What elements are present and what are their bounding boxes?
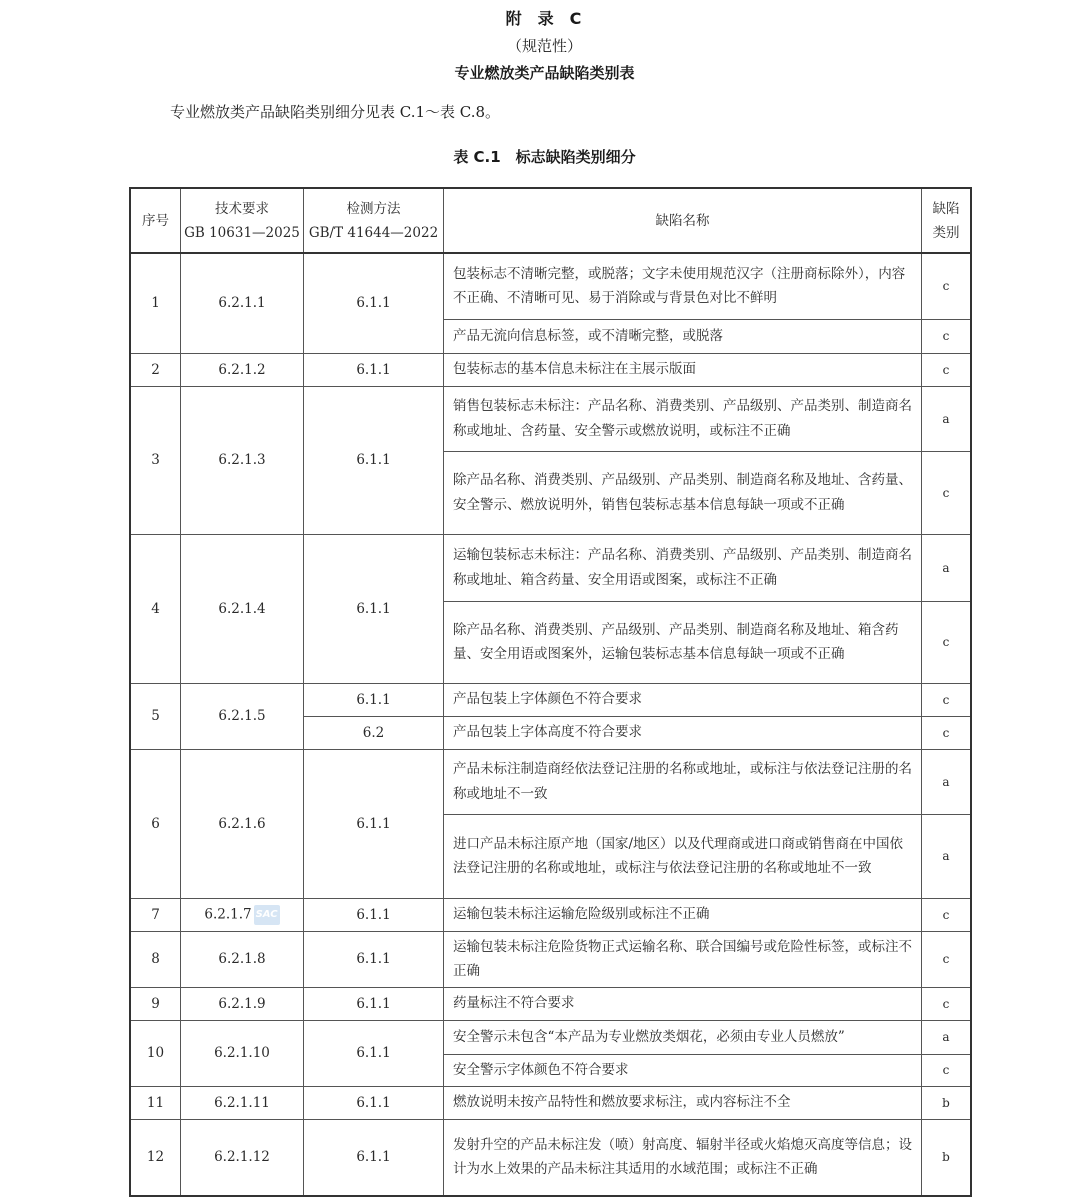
cell-defect-name: 除产品名称、消费类别、产品级别、产品类别、制造商名称及地址、箱含药量、安全用语或图案外，运输包装标志基本信息每缺一项或不正确	[444, 601, 922, 683]
cell-tech-req	[181, 749, 304, 898]
cell-defect-name: 进口产品未标注原产地（国家/地区）以及代理商或进口商或销售商在中国依法登记注册的名称或地址，或标注与依法登记注册的名称或地址不一致	[444, 814, 922, 898]
table-row	[130, 987, 971, 1020]
cell-defect-category: c	[922, 601, 972, 683]
table-caption: 表 C.1 标志缺陷类别细分	[453, 148, 636, 166]
cell-defect-category: c	[922, 898, 972, 931]
cell-test-method: 6.2	[304, 716, 444, 749]
cell-defect-name: 发射升空的产品未标注发（喷）射高度、辐射半径或火焰熄灭高度等信息；设计为水上效果的产品未标注其适用的水域范围；或标注不正确	[444, 1119, 922, 1196]
header-defect-name: 缺陷名称	[444, 188, 922, 253]
cell-defect-name: 除产品名称、消费类别、产品级别、产品类别、制造商名称及地址、含药量、安全警示、燃放说明外，销售包装标志基本信息每缺一项或不正确	[444, 451, 922, 534]
cell-seq: 8	[130, 931, 181, 987]
cell-defect-category: c	[922, 451, 972, 534]
tech-req-value: 6.2.1.8	[218, 951, 266, 967]
cell-tech-req	[181, 1020, 304, 1086]
cell-tech-req	[181, 386, 304, 534]
cell-test-method: 6.1.1	[304, 683, 444, 716]
table-body	[130, 253, 971, 1196]
appendix-heading	[0, 6, 1089, 29]
header-tech-req-std: GB 10631—2025	[184, 224, 300, 241]
table-row	[130, 898, 971, 931]
tech-req-value: 6.2.1.12	[214, 1149, 270, 1166]
intro-paragraph: 专业燃放类产品缺陷类别细分见表 C.1～表 C.8。	[170, 103, 501, 121]
tech-req-value: 6.2.1.5	[218, 708, 266, 724]
table-header-row	[130, 188, 971, 253]
cell-defect-category: c	[922, 683, 972, 716]
table-row	[130, 353, 971, 386]
cell-test-method: 6.1.1	[304, 1020, 444, 1086]
table-row	[130, 1086, 971, 1119]
tech-req-value: 6.2.1.10	[214, 1045, 270, 1061]
cell-test-method: 6.1.1	[304, 1086, 444, 1119]
cell-defect-category: c	[922, 253, 972, 319]
cell-tech-req	[181, 987, 304, 1020]
cell-tech-req	[181, 683, 304, 749]
cell-defect-name: 运输包装未标注危险货物正式运输名称、联合国编号或危险性标签，或标注不正确	[444, 931, 922, 987]
tech-req-value: 6.2.1.11	[214, 1094, 270, 1111]
cell-seq: 4	[130, 534, 181, 683]
cell-defect-name: 燃放说明未按产品特性和燃放要求标注，或内容标注不全	[444, 1086, 922, 1119]
table-row	[130, 749, 971, 814]
cell-seq: 3	[130, 386, 181, 534]
cell-seq: 11	[130, 1086, 181, 1119]
cell-defect-name: 安全警示字体颜色不符合要求	[444, 1054, 922, 1086]
header-test-method-std: GB/T 41644—2022	[308, 224, 439, 241]
cell-test-method: 6.1.1	[304, 749, 444, 898]
cell-defect-name: 产品包装上字体颜色不符合要求	[444, 683, 922, 716]
normative-label: （规范性）	[506, 37, 582, 55]
table-row	[130, 1020, 971, 1054]
table-row	[130, 931, 971, 987]
header-defect-category-2: 类别	[932, 224, 960, 241]
cell-defect-name: 安全警示未包含“本产品为专业燃放类烟花，必须由专业人员燃放”	[444, 1020, 922, 1054]
cell-test-method: 6.1.1	[304, 253, 444, 353]
table-row	[130, 386, 971, 451]
cell-test-method: 6.1.1	[304, 1119, 444, 1196]
cell-defect-name: 包装标志不清晰完整，或脱落；文字未使用规范汉字（注册商标除外），内容不正确、不清晰可见、易于消除或与背景色对比不鲜明	[444, 253, 922, 319]
cell-test-method: 6.1.1	[304, 931, 444, 987]
cell-test-method: 6.1.1	[304, 987, 444, 1020]
table-row	[130, 534, 971, 601]
cell-seq: 7	[130, 898, 181, 931]
tech-req-value: 6.2.1.6	[218, 815, 266, 832]
header-defect-category-1: 缺陷	[932, 200, 960, 217]
cell-test-method: 6.1.1	[304, 386, 444, 534]
cell-seq: 10	[130, 1020, 181, 1086]
cell-seq: 12	[130, 1119, 181, 1196]
cell-tech-req	[181, 898, 304, 931]
tech-req-value: 6.2.1.1	[218, 295, 266, 312]
cell-seq: 1	[130, 253, 181, 353]
header-test-method-label: 检测方法	[346, 200, 401, 217]
cell-defect-category: b	[922, 1086, 972, 1119]
cell-defect-category: c	[922, 716, 972, 749]
header-tech-req	[181, 188, 304, 253]
tech-req-value: 6.2.1.2	[218, 361, 266, 378]
cell-seq: 5	[130, 683, 181, 749]
header-defect-category	[922, 188, 972, 253]
cell-defect-category: c	[922, 353, 972, 386]
table-row	[130, 253, 971, 319]
cell-tech-req	[181, 353, 304, 386]
cell-defect-category: a	[922, 814, 972, 898]
cell-defect-name: 药量标注不符合要求	[444, 987, 922, 1020]
cell-tech-req	[181, 534, 304, 683]
header-test-method	[304, 188, 444, 253]
cell-defect-category: c	[922, 931, 972, 987]
cell-defect-category: c	[922, 987, 972, 1020]
header-tech-req-label: 技术要求	[215, 200, 269, 217]
cell-test-method: 6.1.1	[304, 534, 444, 683]
cell-tech-req	[181, 1119, 304, 1196]
cell-defect-name: 包装标志的基本信息未标注在主展示版面	[444, 353, 922, 386]
cell-defect-category: a	[922, 749, 972, 814]
cell-seq: 2	[130, 353, 181, 386]
sac-watermark-logo: SAC	[254, 905, 280, 925]
cell-defect-name: 运输包装标志未标注：产品名称、消费类别、产品级别、产品类别、制造商名称或地址、箱含药量、安全用语或图案，或标注不正确	[444, 534, 922, 601]
cell-defect-category: c	[922, 1054, 972, 1086]
cell-defect-name: 产品无流向信息标签，或不清晰完整，或脱落	[444, 319, 922, 353]
cell-defect-category: a	[922, 1020, 972, 1054]
table-row	[130, 1119, 971, 1196]
cell-tech-req	[181, 931, 304, 987]
appendix-label: 附	[505, 9, 524, 28]
appendix-label-2: 录	[537, 9, 556, 28]
tech-req-value: 6.2.1.3	[218, 452, 266, 468]
table-row	[130, 683, 971, 716]
cell-defect-name: 销售包装标志未标注：产品名称、消费类别、产品级别、产品类别、制造商名称或地址、含药量、安全警示或燃放说明，或标注不正确	[444, 386, 922, 451]
cell-defect-name: 产品未标注制造商经依法登记注册的名称或地址，或标注与依法登记注册的名称或地址不一致	[444, 749, 922, 814]
cell-test-method: 6.1.1	[304, 353, 444, 386]
header-seq: 序号	[130, 188, 181, 253]
appendix-letter: C	[569, 9, 584, 28]
cell-tech-req	[181, 253, 304, 353]
cell-defect-name: 产品包装上字体高度不符合要求	[444, 716, 922, 749]
cell-defect-category: c	[922, 319, 972, 353]
cell-defect-name: 运输包装未标注运输危险级别或标注不正确	[444, 898, 922, 931]
cell-defect-category: b	[922, 1119, 972, 1196]
cell-test-method: 6.1.1	[304, 898, 444, 931]
cell-tech-req	[181, 1086, 304, 1119]
cell-defect-category: a	[922, 386, 972, 451]
tech-req-value: 6.2.1.4	[218, 600, 266, 617]
appendix-title: 专业燃放类产品缺陷类别表	[454, 64, 635, 82]
defect-table	[129, 187, 972, 1197]
cell-defect-category: a	[922, 534, 972, 601]
cell-seq: 9	[130, 987, 181, 1020]
tech-req-value: 6.2.1.7	[204, 906, 252, 922]
tech-req-value: 6.2.1.9	[218, 995, 266, 1012]
cell-seq: 6	[130, 749, 181, 898]
